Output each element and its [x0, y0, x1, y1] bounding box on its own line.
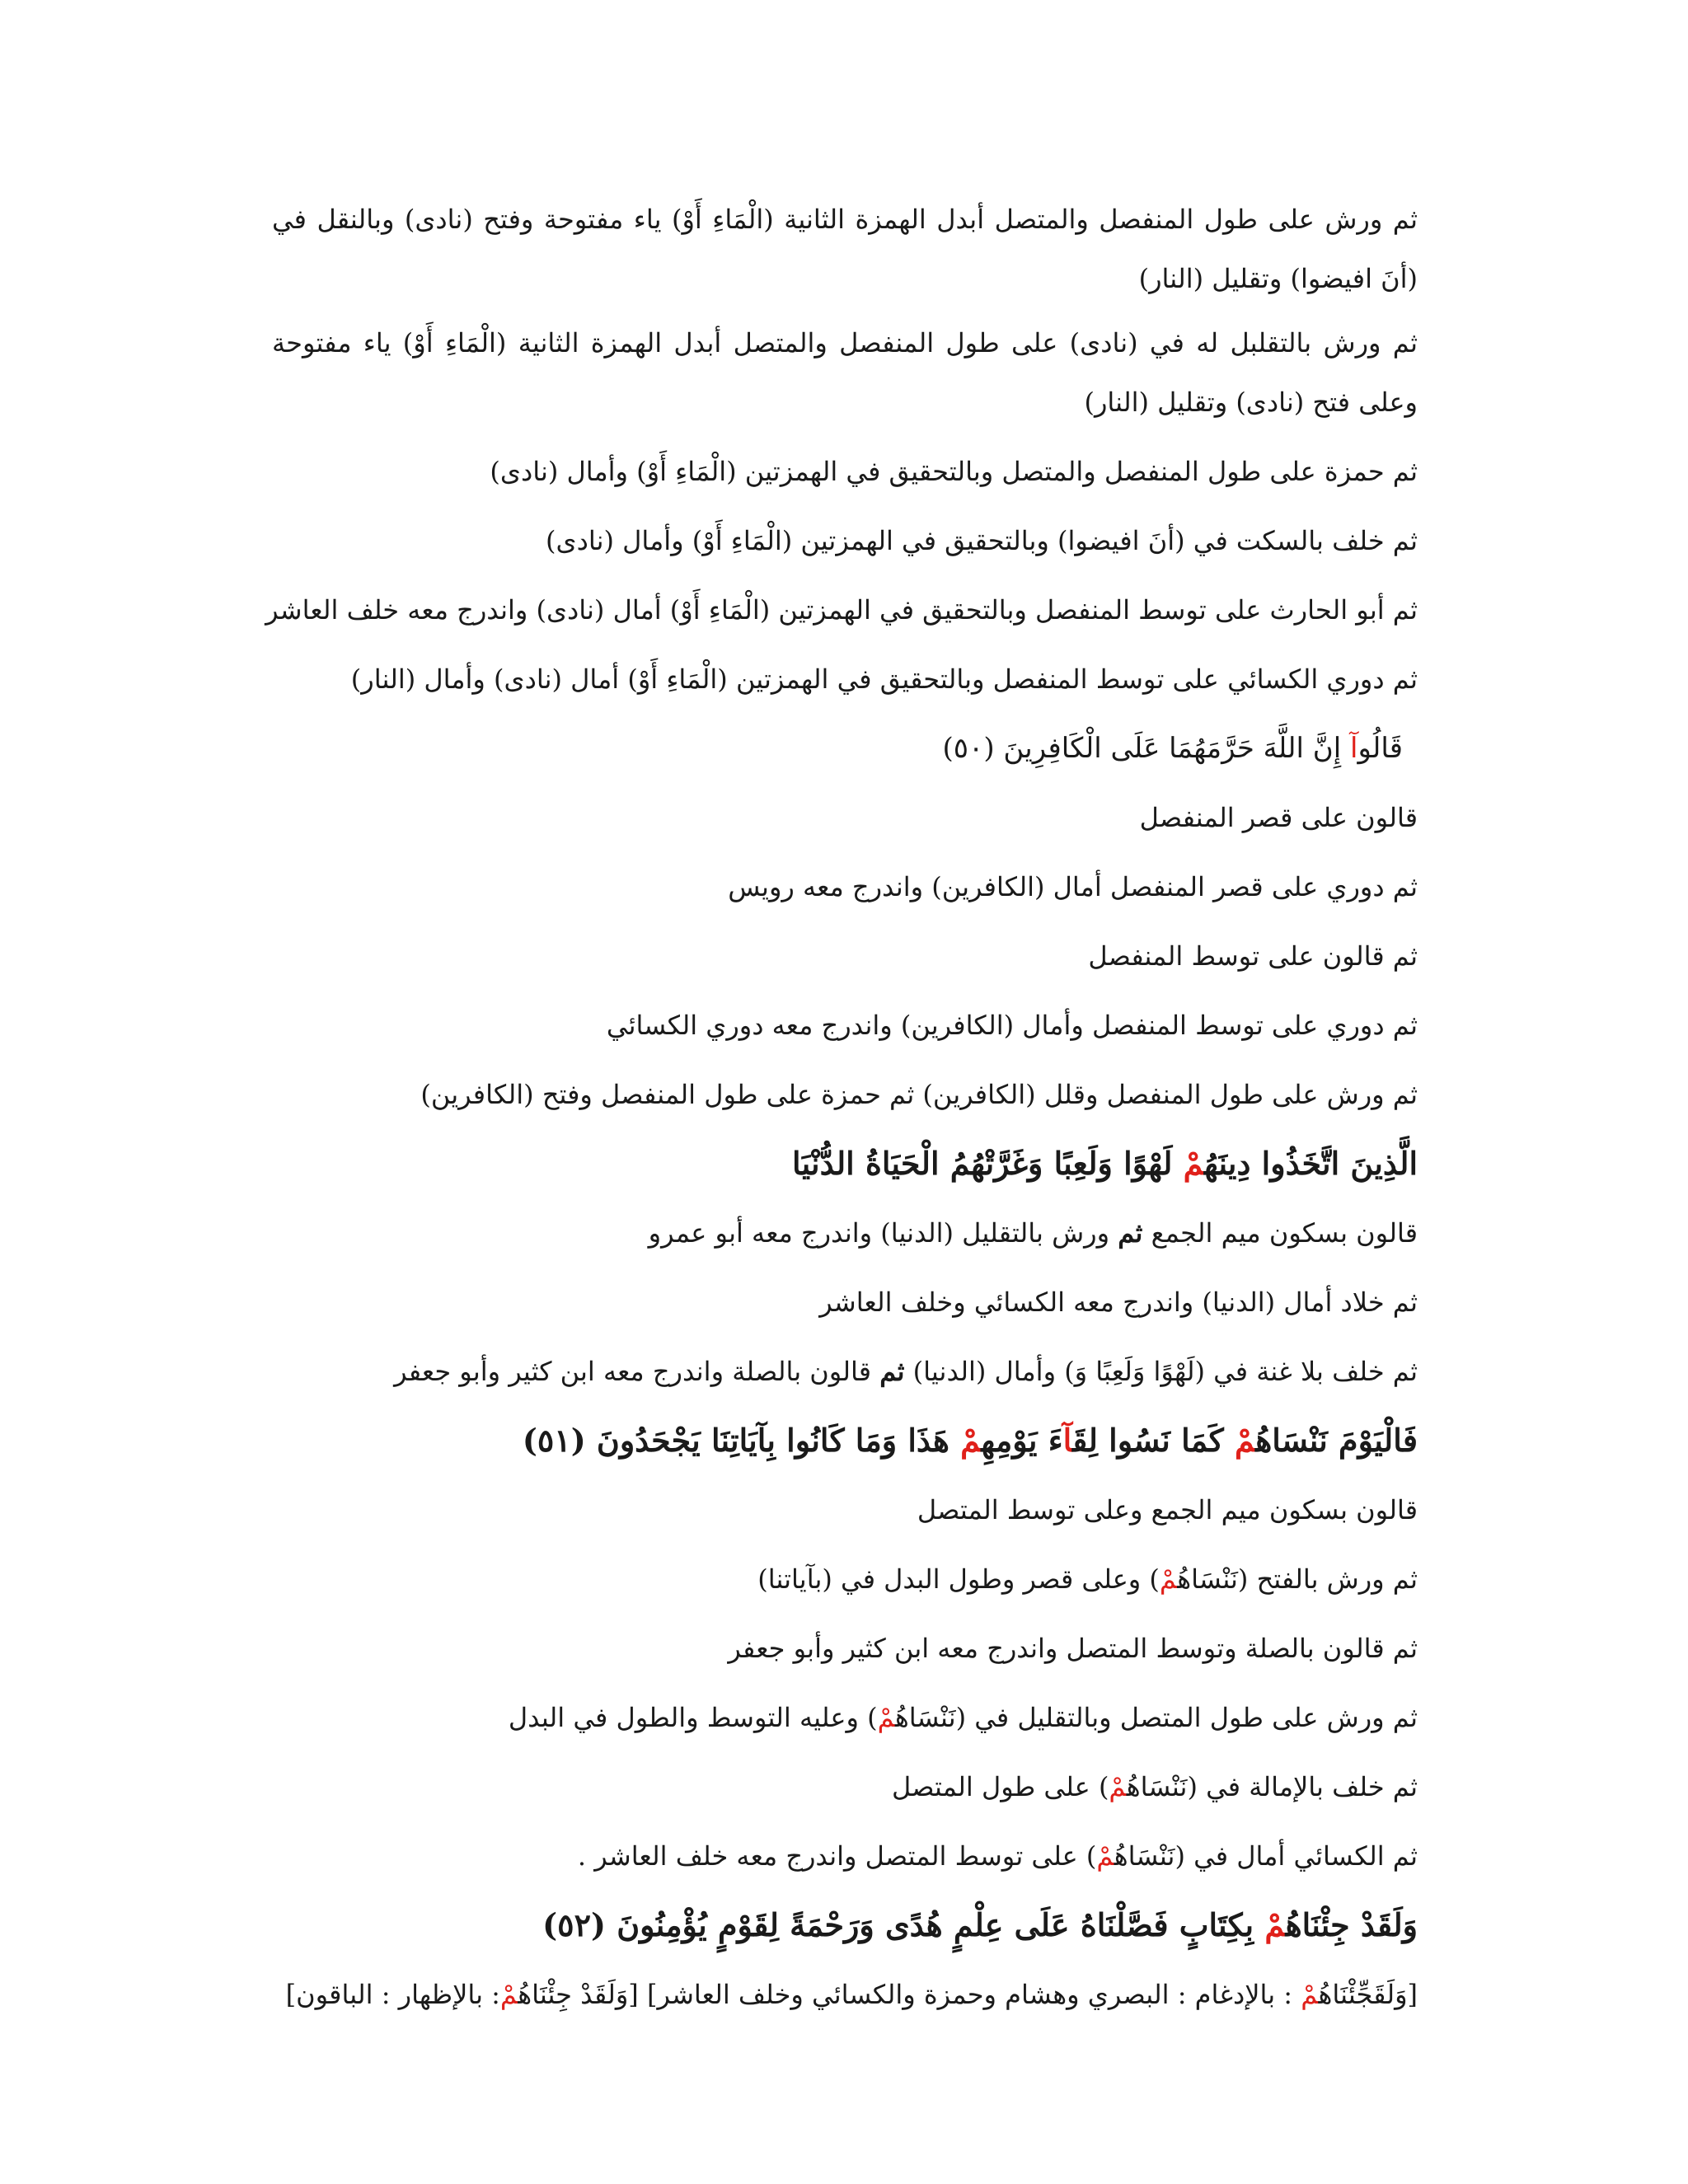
verse-text: لَهْوًا وَلَعِبًا وَغَرَّتْهُمُ الْحَيَاةُ الدُّنْيَا	[792, 1145, 1184, 1182]
verse-highlight: مْ	[1264, 1906, 1286, 1943]
text-segment: : بالإظهار : الباقون]	[285, 1979, 500, 2010]
text-segment: ثم ورش بالفتح (نَنْسَاهُ	[1177, 1563, 1418, 1595]
verse-text: إِنَّ اللَّهَ حَرَّمَهُمَا عَلَى الْكَافِرِينَ (٥٠)	[942, 732, 1350, 765]
highlight-segment: مْ	[1301, 1979, 1319, 2010]
verse-highlight: آ	[1350, 732, 1358, 765]
text-segment: [وَلَقَجِّئْنَاهُ	[1318, 1979, 1418, 2010]
quran-verse-52	[272, 1891, 1418, 1960]
text-segment: ثم ورش على طول المتصل وبالتقليل في (نَنْسَاهُ	[894, 1702, 1418, 1733]
text-segment: : بالإدغام : البصري وهشام وحمزة والكسائي وخلف العاشر] [وَلَقَدْ جِئْنَاهُ	[518, 1979, 1301, 2010]
bold-word: ثم	[1118, 1217, 1143, 1249]
text-line: ثم قالون بالصلة وتوسط المتصل واندرج معه ابن كثير وأبو جعفر	[728, 1633, 1418, 1664]
text-segment: ثم الكسائي أمال في (نَنْسَاهُ	[1114, 1840, 1418, 1872]
text-segment: ) على توسط المتصل واندرج معه خلف العاشر .	[577, 1840, 1097, 1872]
quran-verse-50	[272, 714, 1418, 783]
text-line: ثم ورش على طول المنفصل وقلل (الكافرين) ثم حمزة على طول المنفصل وفتح (الكافرين)	[420, 1079, 1418, 1110]
text-line: ثم قالون على توسط المنفصل	[1088, 940, 1418, 972]
highlight-segment: مْ	[499, 1979, 518, 2010]
text-line	[272, 1752, 1418, 1821]
text-line: ثم حمزة على طول المنفصل والمتصل وبالتحقيق في الهمزتين (الْمَاءِ أَوْ) وأمال (نادى)	[490, 456, 1418, 487]
verse-highlight: آ	[1062, 1422, 1073, 1459]
text-line: ثم دوري على قصر المنفصل أمال (الكافرين) واندرج معه رويس	[728, 871, 1418, 902]
text-line	[272, 1337, 1418, 1406]
verse-highlight: مْ	[1183, 1145, 1204, 1182]
text-line: ثم خلف بالسكت في (أنَ افيضوا) وبالتحقيق في الهمزتين (الْمَاءِ أَوْ) وأمال (نادى)	[546, 525, 1418, 556]
text-line: ثم أبو الحارث على توسط المنفصل وبالتحقيق في الهمزتين (الْمَاءِ أَوْ) أمال (نادى) واندرج معه خلف العاشر	[265, 594, 1418, 626]
verse-text: هَذَا وَمَا كَانُوا بِآيَاتِنَا يَجْحَدُونَ (٥١)	[522, 1422, 961, 1459]
verse-text: كَمَا نَسُوا لِقَ	[1072, 1422, 1235, 1459]
document-page	[265, 190, 1418, 2029]
highlight-segment: مْ	[1109, 1771, 1127, 1802]
highlight-segment: مْ	[1096, 1840, 1114, 1872]
verse-text: بِكِتَابٍ فَصَّلْنَاهُ عَلَى عِلْمٍ هُدًى وَرَحْمَةً لِقَوْمٍ يُؤْمِنُونَ (٥٢)	[542, 1906, 1265, 1943]
text-line: قالون بسكون ميم الجمع وعلى توسط المتصل	[917, 1494, 1418, 1526]
paragraph-warsh-1: ثم ورش على طول المنفصل والمتصل أبدل الهمزة الثانية (الْمَاءِ أَوْ) ياء مفتوحة وفتح (نادى) وبالنقل في (أنَ افيضوا) وتقليل (النار)	[272, 204, 1418, 294]
quran-verse-51-start	[272, 1129, 1418, 1198]
text-segment: ثم خلف بالإمالة في (نَنْسَاهُ	[1126, 1771, 1418, 1802]
text-line	[272, 1821, 1418, 1891]
verse-text: وَلَقَدْ جِئْنَاهُ	[1285, 1906, 1418, 1943]
highlight-segment: مْ	[1159, 1563, 1178, 1595]
text-segment: ورش بالتقليل (الدنيا) واندرج معه أبو عمرو	[648, 1217, 1118, 1249]
verse-text: قَالُو	[1357, 732, 1403, 765]
text-line: قالون على قصر المنفصل	[1139, 802, 1418, 833]
verse-text: فَالْيَوْمَ نَنْسَاهُ	[1255, 1422, 1418, 1459]
verse-highlight: مْ	[960, 1422, 982, 1459]
verse-text: ءَ يَوْمِهِ	[981, 1422, 1063, 1459]
quran-verse-51	[272, 1406, 1418, 1475]
verse-text: الَّذِينَ اتَّخَذُوا دِينَهُ	[1203, 1145, 1418, 1182]
paragraph-warsh-2: ثم ورش بالتقلبل له في (نادى) على طول المنفصل والمتصل أبدل الهمزة الثانية (الْمَاءِ أَوْ) ياء مفتوحة وعلى فتح (نادى) وتقليل (النار)	[272, 327, 1418, 418]
text-line	[272, 1198, 1418, 1268]
text-line: ثم دوري على توسط المنفصل وأمال (الكافرين) واندرج معه دوري الكسائي	[606, 1010, 1418, 1041]
text-line: ثم دوري الكسائي على توسط المنفصل وبالتحقيق في الهمزتين (الْمَاءِ أَوْ) أمال (نادى) وأمال (النار)	[350, 663, 1418, 695]
bold-word: ثم	[879, 1356, 905, 1387]
text-segment: قالون بالصلة واندرج معه ابن كثير وأبو جعفر	[394, 1356, 880, 1387]
highlight-segment: مْ	[877, 1702, 895, 1733]
verse-highlight: مْ	[1234, 1422, 1256, 1459]
text-line: ثم خلاد أمال (الدنيا) واندرج معه الكسائي وخلف العاشر	[819, 1286, 1418, 1318]
text-segment: ) وعليه التوسط والطول في البدل	[508, 1702, 878, 1733]
text-line	[272, 1960, 1418, 2029]
text-segment: ) وعلى قصر وطول البدل في (بآياتنا)	[757, 1563, 1160, 1595]
text-line	[272, 1683, 1418, 1752]
text-segment: ) على طول المتصل	[892, 1771, 1109, 1802]
text-segment: قالون بسكون ميم الجمع	[1142, 1217, 1418, 1249]
text-line	[272, 1544, 1418, 1614]
text-segment: ثم خلف بلا غنة في (لَهْوًا وَلَعِبًا وَ) وأمال (الدنيا)	[904, 1356, 1418, 1387]
